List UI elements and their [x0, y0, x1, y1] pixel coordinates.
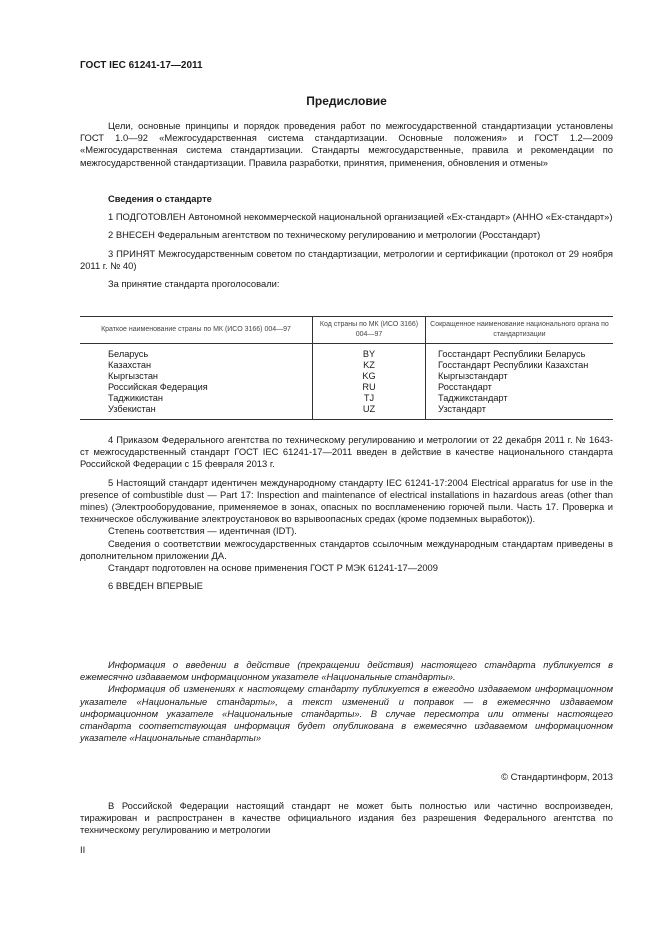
table-row: [80, 344, 613, 361]
country-name: Кыргызстан: [108, 371, 159, 381]
country-code: KZ: [313, 360, 426, 371]
national-body: Кыргызстандарт: [426, 371, 614, 382]
national-body: Госстандарт Республики Казахстан: [426, 360, 614, 371]
page-number: II: [80, 844, 86, 855]
country-code: KG: [313, 371, 426, 382]
item-4: 4 Приказом Федерального агентства по техническому регулированию и метрологии от 22 декабря 2011 г. № 1643-ст межгосударственный стандарт ГОСТ IEC 61241-17—2011 введен в действие в качестве национального стандарта Российской Федерации с 15 февраля 2013 г.: [80, 434, 613, 470]
table-row: [80, 382, 613, 393]
table-row: [80, 393, 613, 404]
intro-section: [80, 120, 613, 169]
item-2: 2 ВНЕСЕН Федеральным агентством по техническому регулированию и метрологии (Росстандарт): [108, 229, 541, 241]
country-code: BY: [313, 344, 426, 361]
item-1: 1 ПОДГОТОВЛЕН Автономной некоммерческой национальной организацией «Ех-стандарт» (АННО «Ех-стандарт»): [108, 211, 613, 223]
item-5: 5 Настоящий стандарт идентичен международному стандарту IEC 61241-17:2004 Electrical apparatus for use in the presence of combustible dust — Part 17: Inspection and maintenance of electrical installations in hazardous areas (other than mines) (Электрооборудование, применяемое в зонах, опасных по воспламенению горючей пыли. Часть 17. Проверка и техническое обслуживание электроустановок во взрывоопасных средах (кроме подземных выработок)).: [80, 476, 613, 525]
legal-paragraph: В Российской Федерации настоящий стандарт не может быть полностью или частично воспроизведен, тиражирован и распространен в качестве официального издания без разрешения Федерального агентства по техническому регулированию и метрологии: [80, 800, 613, 836]
country-name: Беларусь: [108, 349, 149, 359]
country-name: Российская Федерация: [108, 382, 208, 392]
table-row: [80, 404, 613, 420]
copyright-line: © Стандартинформ, 2013: [501, 771, 613, 782]
references-info: Сведения о соответствии межгосударственных стандартов ссылочным международным стандартам приведены в дополнительном приложении ДА.: [80, 537, 613, 561]
country-name: Узбекистан: [80, 404, 313, 420]
national-body: Таджикстандарт: [426, 393, 614, 404]
standard-info-section-continued: [80, 434, 613, 592]
intro-paragraph: Цели, основные принципы и порядок проведения работ по межгосударственной стандартизации установлены ГОСТ 1.0—92 «Межгосударственная система стандартизации. Основные положения» и ГОСТ 1.2—2009 «Межгосударственная система стандартизации. Стандарты межгосударственные, правила и рекомендации по межгосударственной стандартизации. Правила разработки, принятия, применения, обновления и отмены»: [80, 120, 613, 168]
table-header-row: [80, 317, 613, 344]
standard-info-section: [80, 193, 613, 290]
basis-info: Стандарт подготовлен на основе применения ГОСТ Р МЭК 61241-17—2009: [108, 562, 438, 574]
page-title: Предисловие: [306, 94, 387, 108]
country-code: TJ: [313, 393, 426, 404]
country-code: UZ: [313, 404, 426, 420]
national-body: Росстандарт: [426, 382, 614, 393]
table-row: [80, 371, 613, 382]
country-code: RU: [313, 382, 426, 393]
degree-of-correspondence: Степень соответствия — идентичная (IDT).: [108, 525, 297, 537]
item-6: 6 ВВЕДЕН ВПЕРВЫЕ: [108, 580, 203, 592]
item-3: 3 ПРИНЯТ Межгосударственным советом по стандартизации, метрологии и сертификации (протокол от 29 ноября 2011 г. № 40): [80, 247, 613, 271]
notice-paragraph-1: Информация о введении в действие (прекращении действия) настоящего стандарта публикуется в ежемесячно издаваемом информационном указателе «Национальные стандарты».: [80, 659, 613, 683]
publication-notice: [80, 659, 613, 744]
notice-paragraph-2: Информация об изменениях к настоящему стандарту публикуется в ежегодно издаваемом информационном указателе «Национальные стандарты», а текст изменений и поправок — в ежемесячно издаваемом информационном указателе «Национальные стандарты». В случае пересмотра или отмены настоящего стандарта соответствующая информация будет опубликована в ежемесячно издаваемом информационном указателе «Национальные стандарты»: [80, 683, 613, 744]
header-national-body: Сокращенное наименование национального органа по стандартизации: [426, 317, 614, 344]
national-body: Узстандарт: [426, 404, 614, 420]
legal-notice: [80, 800, 613, 837]
voting-countries-table: [80, 316, 613, 420]
national-body: Госстандарт Республики Беларусь: [426, 344, 614, 361]
document-code-header: ГОСТ IEC 61241-17—2011: [80, 60, 203, 71]
country-name: Таджикистан: [108, 393, 163, 403]
header-country-name: Краткое наименование страны по МК (ИСО 3166) 004—97: [80, 317, 313, 344]
header-country-code: Код страны по МК (ИСО 3166) 004—97: [313, 317, 426, 344]
info-heading: Сведения о стандарте: [108, 193, 212, 204]
table-row: [80, 360, 613, 371]
vote-label: За принятие стандарта проголосовали:: [108, 278, 280, 290]
country-name: Казахстан: [108, 360, 152, 370]
